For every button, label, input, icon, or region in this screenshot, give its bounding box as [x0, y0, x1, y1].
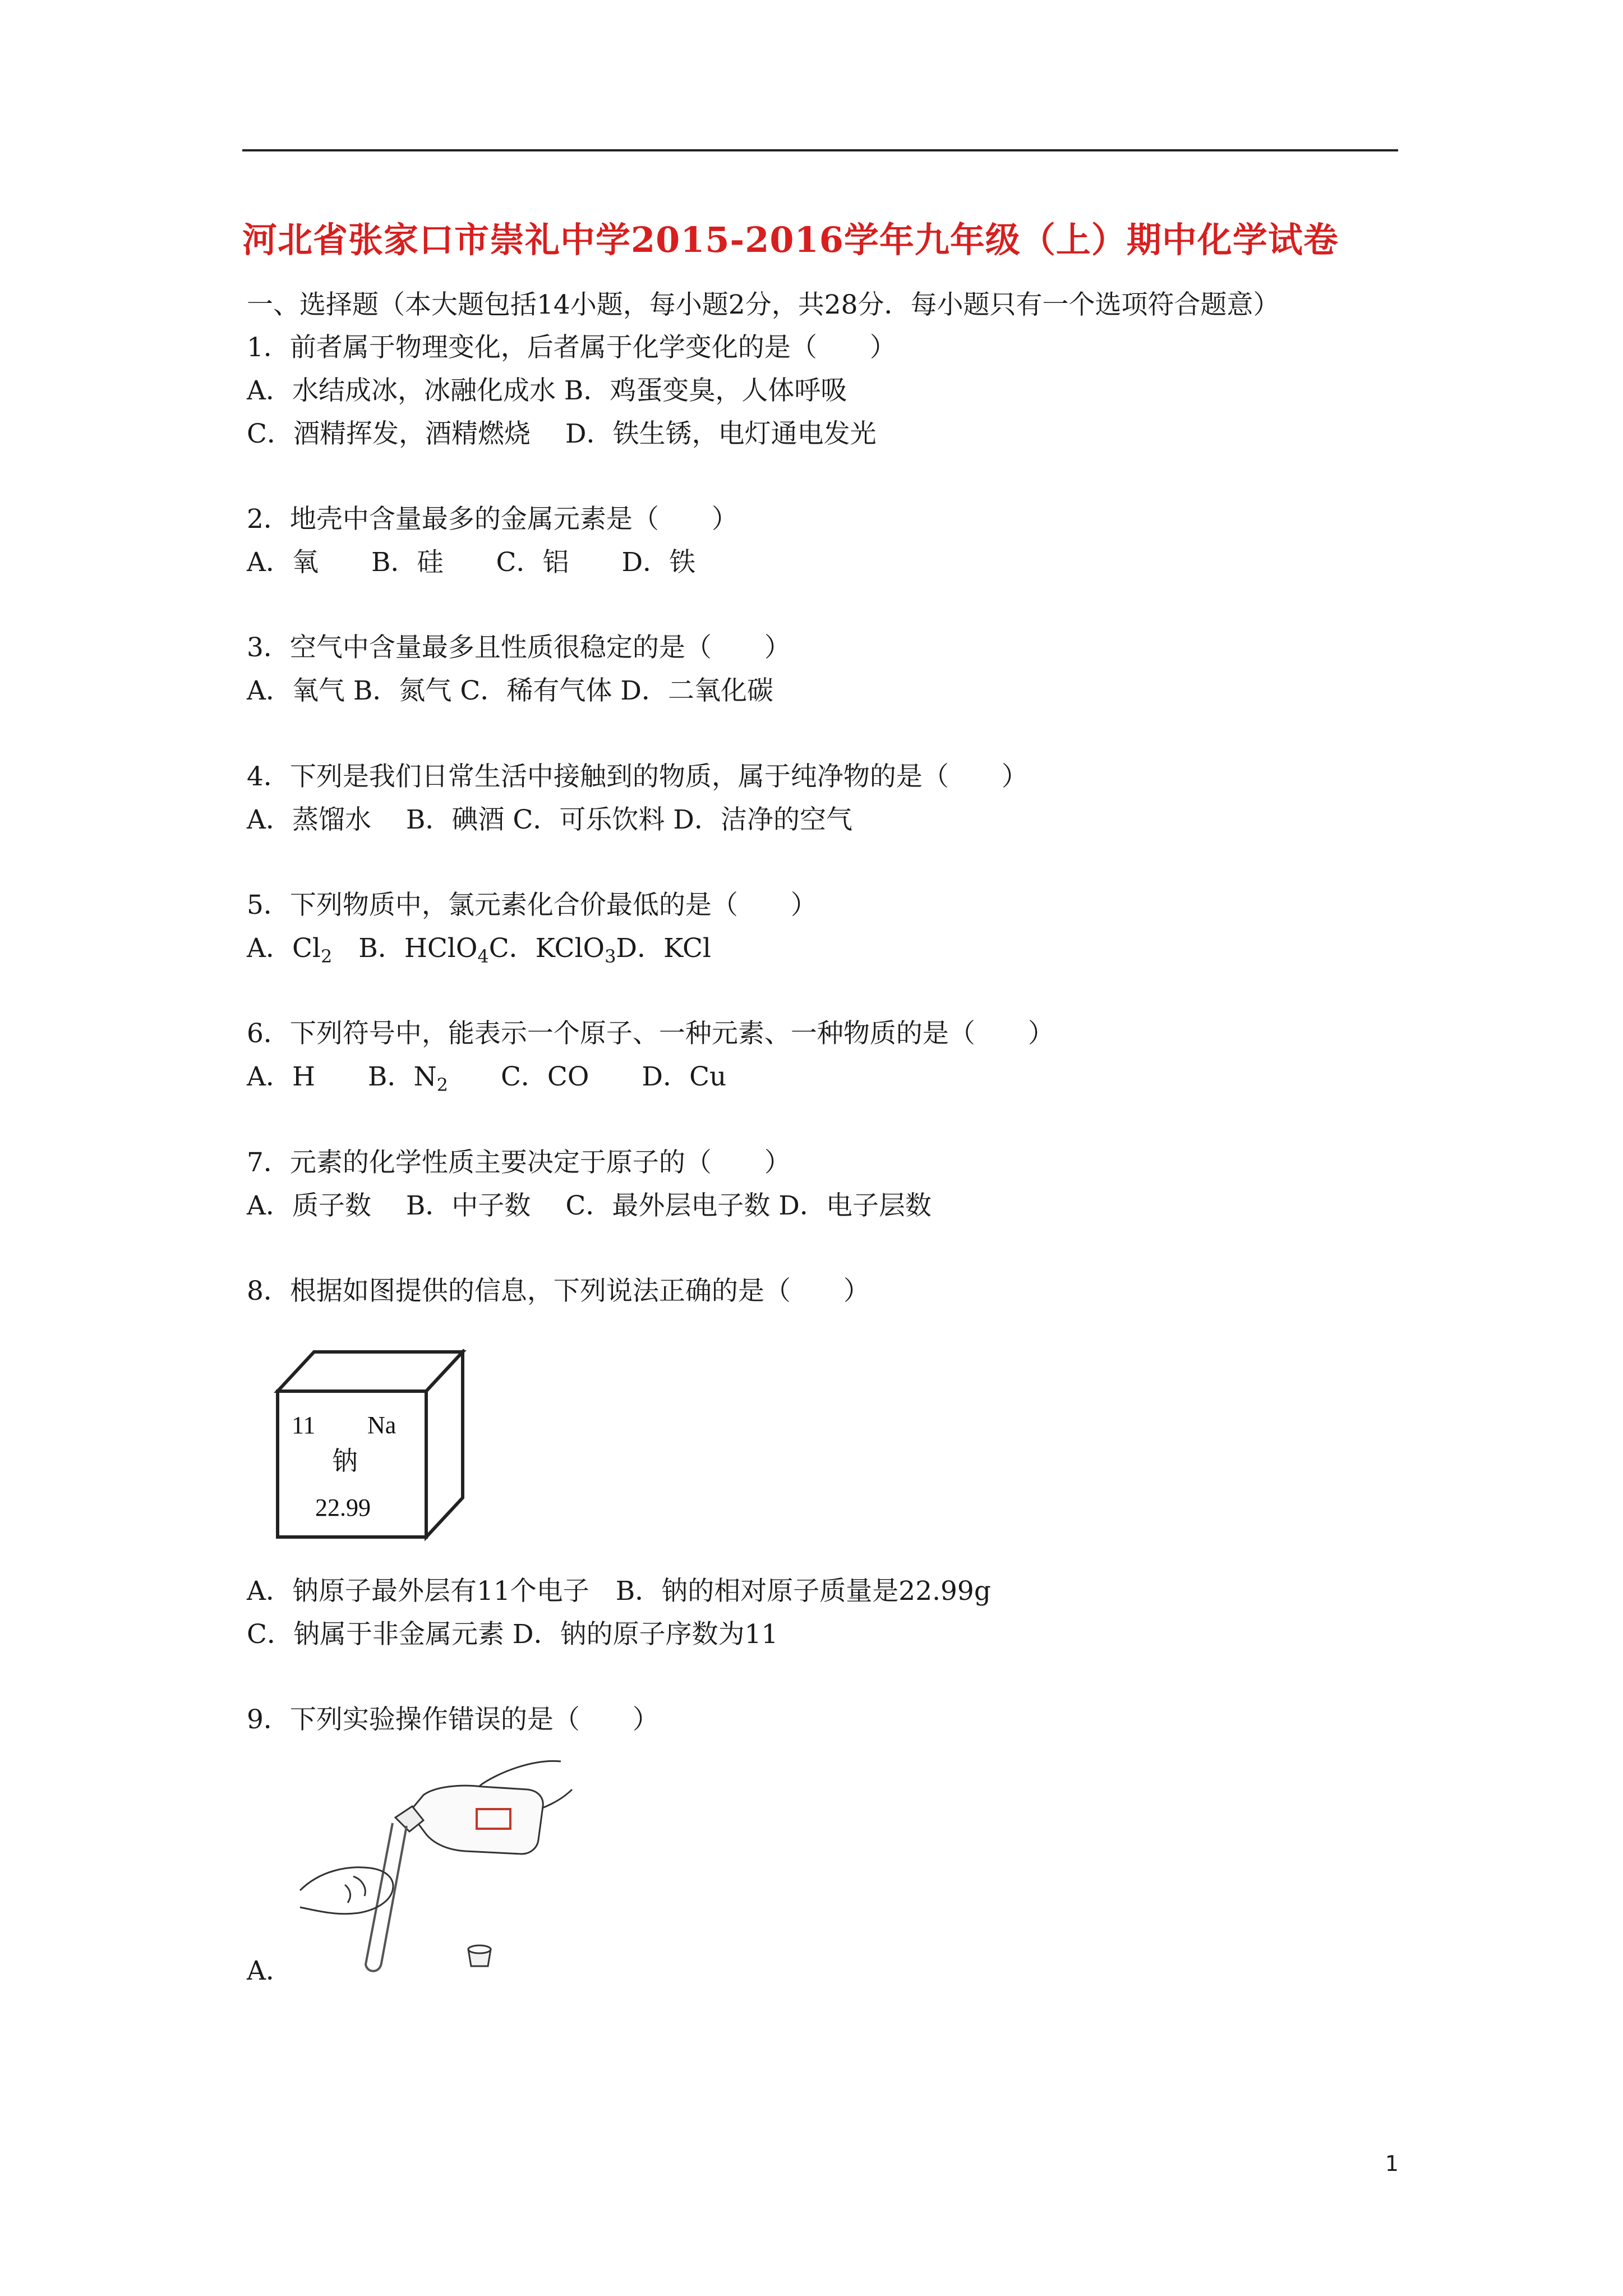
question-1-options-2: C．酒精挥发，酒精燃烧 D．铁生锈，电灯通电发光 — [247, 418, 877, 449]
option-ab: A．H B．N — [247, 1061, 437, 1092]
pouring-liquid-illustration — [297, 1750, 578, 1986]
element-name: 钠 — [332, 1446, 358, 1476]
question-9-stem: 9．下列实验操作错误的是（ ） — [247, 1704, 659, 1735]
element-symbol: Na — [367, 1411, 396, 1439]
question-6-options — [247, 1060, 726, 1102]
question-5-stem: 5．下列物质中，氯元素化合价最低的是（ ） — [247, 890, 817, 921]
question-1-options-1: A．水结成冰，冰融化成水 B．鸡蛋变臭，人体呼吸 — [247, 375, 847, 406]
question-4-stem: 4．下列是我们日常生活中接触到的物质，属于纯净物的是（ ） — [247, 761, 1028, 792]
question-7-stem: 7．元素的化学性质主要决定于原子的（ ） — [247, 1147, 791, 1178]
question-5-options — [247, 932, 711, 973]
option-b: B．HClO — [332, 933, 478, 964]
option-d: D．KCl — [616, 933, 711, 964]
option-a: A．Cl — [247, 933, 321, 964]
question-1-stem: 1．前者属于物理变化，后者属于化学变化的是（ ） — [247, 332, 896, 363]
sodium-element-card-figure — [269, 1349, 471, 1543]
question-6-stem: 6．下列符号中，能表示一个原子、一种元素、一种物质的是（ ） — [247, 1018, 1054, 1049]
subscript: 3 — [605, 946, 616, 967]
atomic-mass: 22.99 — [315, 1494, 371, 1521]
question-2-options: A．氧 B．硅 C．铝 D．铁 — [247, 547, 696, 578]
atomic-number: 11 — [292, 1411, 316, 1439]
question-7-options: A．质子数 B．中子数 C．最外层电子数 D．电子层数 — [247, 1190, 932, 1221]
question-2-stem: 2．地壳中含量最多的金属元素是（ ） — [247, 504, 738, 535]
question-8-options-2: C．钠属于非金属元素 D．钠的原子序数为11 — [247, 1619, 778, 1650]
subscript: 2 — [436, 1074, 448, 1096]
question-9-option-a: A． — [247, 1955, 292, 1986]
question-4-options: A．蒸馏水 B．碘酒 C．可乐饮料 D．洁净的空气 — [247, 804, 852, 835]
exam-title: 河北省张家口市崇礼中学2015-2016学年九年级（上）期中化学试卷 — [242, 219, 1339, 260]
question-8-options-1: A．钠原子最外层有11个电子 B．钠的相对原子质量是22.99g — [247, 1576, 991, 1607]
header-rule — [242, 149, 1398, 151]
option-c: C．KClO — [488, 933, 605, 964]
option-cd: C．CO D．Cu — [448, 1061, 727, 1092]
page-number: 1 — [1385, 2151, 1399, 2176]
question-8-stem: 8．根据如图提供的信息，下列说法正确的是（ ） — [247, 1276, 870, 1306]
subscript: 2 — [320, 946, 333, 967]
question-3-options: A．氧气 B．氮气 C．稀有气体 D．二氧化碳 — [247, 675, 773, 706]
question-3-stem: 3．空气中含量最多且性质很稳定的是（ ） — [247, 632, 791, 663]
section-heading: 一、选择题（本大题包括14小题，每小题2分，共28分．每小题只有一个选项符合题意） — [247, 289, 1280, 320]
subscript: 4 — [477, 946, 489, 967]
